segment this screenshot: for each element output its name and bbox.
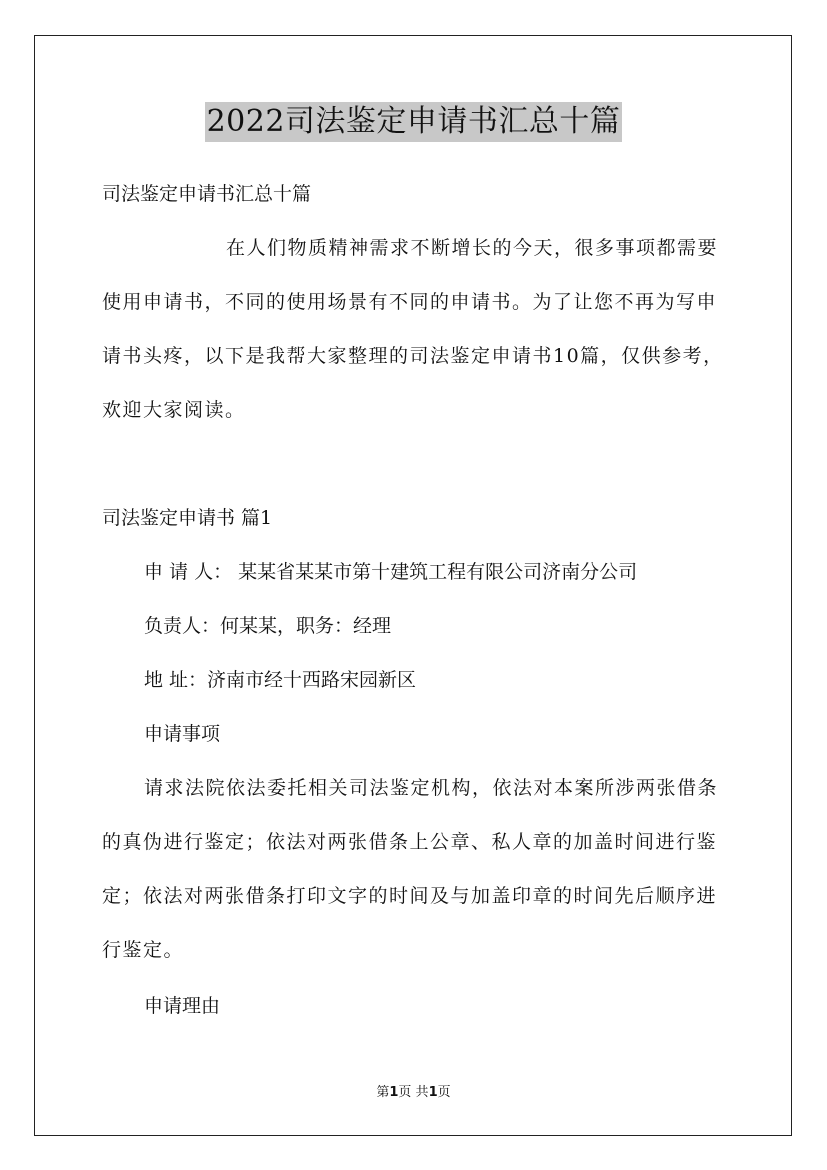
request-heading: 申请事项 [144,723,221,745]
footer-prefix: 第 [376,1085,390,1100]
page-footer [0,1084,827,1102]
request-line-1: 请求法院依法委托相关司法鉴定机构，依法对本案所涉两张借条 [144,777,719,799]
document-subtitle: 司法鉴定申请书汇总十篇 [102,183,312,205]
intro-line-3: 请书头疼，以下是我帮大家整理的司法鉴定申请书10篇，仅供参考， [102,345,724,367]
address-line: 地 址：济南市经十西路宋园新区 [144,669,417,691]
title-container [0,102,827,142]
request-line-4: 行鉴定。 [102,939,185,961]
intro-line-4: 欢迎大家阅读。 [102,399,246,421]
intro-line-1: 在人们物质精神需求不断增长的今天，很多事项都需要 [226,237,719,259]
footer-mid: 页 共 [398,1085,429,1100]
footer-current-page: 1 [389,1085,399,1100]
intro-line-2: 使用申请书，不同的使用场景有不同的申请书。为了让您不再为写申 [102,291,718,313]
section-heading: 司法鉴定申请书 篇1 [102,507,273,529]
responsible-line: 负责人：何某某，职务：经理 [144,615,392,637]
document-title: 2022司法鉴定申请书汇总十篇 [205,102,623,142]
footer-total-pages: 1 [428,1085,438,1100]
footer-suffix: 页 [437,1085,451,1100]
request-line-3: 定；依法对两张借条打印文字的时间及与加盖印章的时间先后顺序进 [102,885,718,907]
request-line-2: 的真伪进行鉴定；依法对两张借条上公章、私人章的加盖时间进行鉴 [102,831,718,853]
reason-heading: 申请理由 [144,995,221,1017]
applicant-line: 申 请 人： 某某省某某市第十建筑工程有限公司济南分公司 [144,561,638,583]
